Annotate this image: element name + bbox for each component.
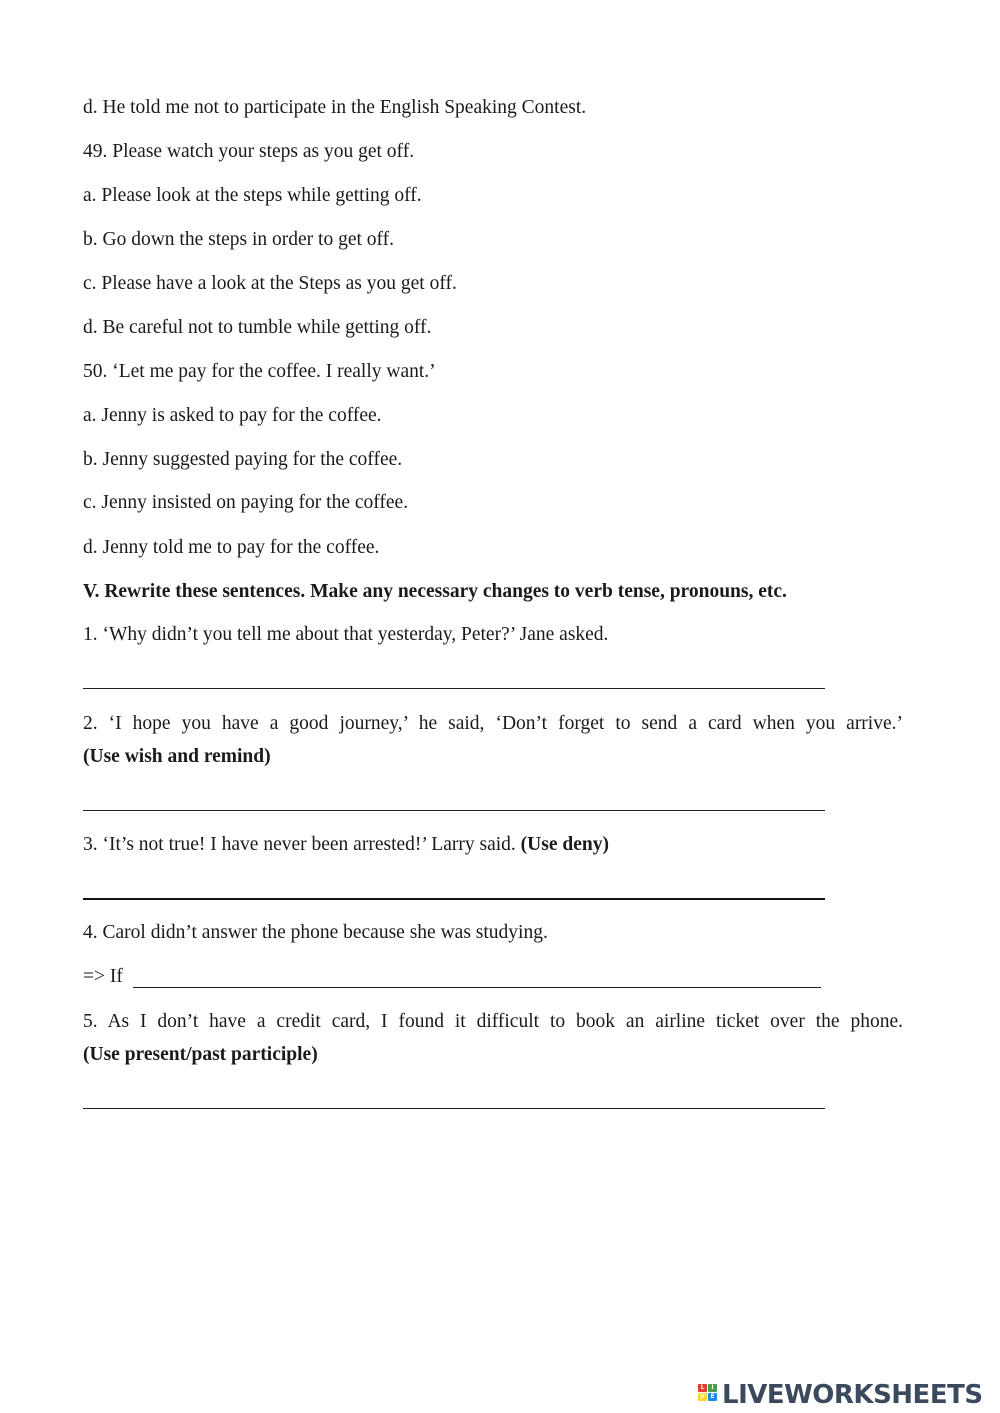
q50-option-a: a. Jenny is asked to pay for the coffee. (83, 405, 382, 426)
answer-line-3[interactable] (83, 898, 825, 900)
logo-tile-v: V (698, 1393, 707, 1401)
answer-line-2[interactable] (83, 810, 825, 811)
answer-line-1[interactable] (83, 688, 825, 689)
rewrite-item-4-prefix: => If (83, 966, 123, 987)
answer-line-4[interactable] (133, 987, 821, 988)
rewrite-item-3 (83, 833, 609, 857)
liveworksheets-wordmark: LIVEWORKSHEETS (722, 1380, 983, 1410)
rewrite-item-5-hint: (Use present/past participle) (83, 1044, 318, 1065)
logo-tile-i: I (708, 1384, 717, 1392)
q49-option-a: a. Please look at the steps while getting off. (83, 185, 422, 206)
rewrite-item-2: 2. ‘I hope you have a good journey,’ he said, ‘Don’t forget to send a card when you arrive.’ (83, 713, 903, 734)
q49-option-b: b. Go down the steps in order to get off. (83, 229, 395, 250)
q48-option-d: d. He told me not to participate in the English Speaking Contest. (83, 97, 587, 118)
liveworksheets-mark-icon (698, 1382, 718, 1408)
rewrite-item-1: 1. ‘Why didn’t you tell me about that yesterday, Peter?’ Jane asked. (83, 624, 609, 645)
q50-question: 50. ‘Let me pay for the coffee. I really want.’ (83, 361, 436, 382)
logo-tile-l: L (698, 1384, 707, 1392)
section-v-heading: V. Rewrite these sentences. Make any necessary changes to verb tense, pronouns, etc. (83, 581, 787, 602)
q50-option-c: c. Jenny insisted on paying for the coffee. (83, 492, 409, 513)
logo-tile-e: E (708, 1393, 717, 1401)
rewrite-item-4: 4. Carol didn’t answer the phone because she was studying. (83, 922, 548, 943)
q49-question: 49. Please watch your steps as you get off. (83, 141, 415, 162)
rewrite-item-5: 5. As I don’t have a credit card, I found it difficult to book an airline ticket over the phone. (83, 1011, 903, 1032)
rewrite-item-2-hint: (Use wish and remind) (83, 746, 271, 767)
rewrite-item-3-text: 3. ‘It’s not true! I have never been arrested!’ Larry said. (83, 834, 516, 855)
answer-line-5[interactable] (83, 1108, 825, 1109)
q50-option-d: d. Jenny told me to pay for the coffee. (83, 537, 380, 558)
q50-option-b: b. Jenny suggested paying for the coffee. (83, 449, 403, 470)
liveworksheets-logo (698, 1378, 983, 1412)
q49-option-d: d. Be careful not to tumble while getting off. (83, 317, 432, 338)
rewrite-item-3-hint: (Use deny) (520, 834, 609, 855)
q49-option-c: c. Please have a look at the Steps as you get off. (83, 273, 457, 294)
